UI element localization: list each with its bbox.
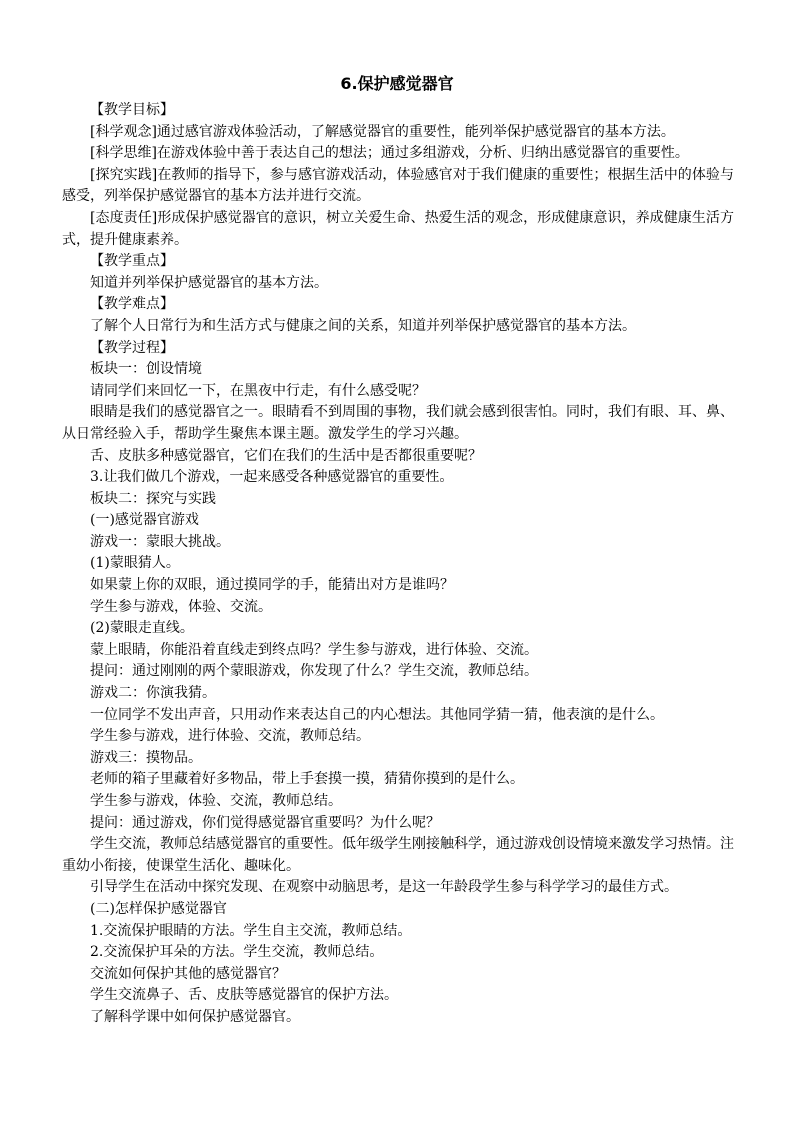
paragraph: 学生交流鼻子、舌、皮肤等感觉器官的保护方法。 (90, 987, 398, 1004)
paragraph: 【教学目标】 (90, 102, 174, 118)
paragraph: 舌、皮肤多种感觉器官，它们在我们的生活中是否都很重要呢？ (90, 447, 482, 464)
paragraph: 【教学过程】 (90, 339, 174, 356)
paragraph: 【教学难点】 (90, 296, 174, 313)
paragraph: 学生参与游戏，体验、交流。 (90, 598, 272, 615)
paragraph: [态度责任]形成保护感觉器官的意识，树立关爱生命、热爱生活的观念，形成健康意识，养成健康生活方式，提升健康素养。 (62, 209, 734, 248)
paragraph: 交流如何保护其他的感觉器官？ (90, 965, 286, 982)
paragraph: (一)感觉器官游戏 (90, 512, 199, 529)
paragraph: 游戏二：你演我猜。 (90, 685, 216, 702)
paragraph: [探究实践]在教师的指导下，参与感官游戏活动，体验感官对于我们健康的重要性；根据生活中的体验与感受，列举保护感觉器官的基本方法并进行交流。 (62, 166, 734, 205)
paragraph: 蒙上眼睛，你能沿着直线走到终点吗？学生参与游戏，进行体验、交流。 (90, 641, 538, 658)
paragraph: 【教学重点】 (90, 253, 174, 270)
paragraph: 一位同学不发出声音，只用动作来表达自己的内心想法。其他同学猜一猜，他表演的是什么。 (90, 706, 664, 723)
document-title: 6.保护感觉器官 (340, 74, 454, 93)
paragraph: (2)蒙眼走直线。 (90, 620, 194, 637)
paragraph: 引导学生在活动中探究发现、在观察中动脑思考，是这一年龄段学生参与科学学习的最佳方式。 (90, 879, 678, 896)
paragraph: 了解科学课中如何保护感觉器官。 (90, 1008, 300, 1025)
paragraph: 游戏一：蒙眼大挑战。 (90, 533, 230, 550)
paragraph: 2.交流保护耳朵的方法。学生交流，教师总结。 (90, 944, 384, 961)
paragraph: 学生参与游戏，进行体验、交流，教师总结。 (90, 728, 370, 745)
paragraph: 眼睛是我们的感觉器官之一。眼睛看不到周围的事物，我们就会感到很害怕。同时，我们有眼、耳、鼻、从日常经验入手，帮助学生聚焦本课主题。激发学生的学习兴趣。 (62, 404, 734, 442)
paragraph: 了解个人日常行为和生活方式与健康之间的关系，知道并列举保护感觉器官的基本方法。 (90, 317, 636, 334)
paragraph: 学生交流，教师总结感觉器官的重要性。低年级学生刚接触科学，通过游戏创设情境来激发学习热情。注重幼小衔接，使课堂生活化、趣味化。 (62, 836, 734, 874)
paragraph: 板块一：创设情境 (90, 361, 202, 378)
paragraph: 板块二：探究与实践 (90, 490, 216, 507)
paragraph: [科学观念]通过感官游戏体验活动，了解感觉器官的重要性，能列举保护感觉器官的基本方法。 (90, 123, 675, 140)
paragraph: (1)蒙眼猜人。 (90, 555, 180, 572)
paragraph: 知道并列举保护感觉器官的基本方法。 (90, 274, 328, 291)
paragraph: 学生参与游戏，体验、交流，教师总结。 (90, 793, 342, 809)
paragraph: 提问：通过刚刚的两个蒙眼游戏，你发现了什么？学生交流，教师总结。 (90, 663, 538, 680)
paragraph: 如果蒙上你的双眼，通过摸同学的手，能猜出对方是谁吗？ (90, 577, 454, 594)
document-body (62, 100, 734, 1029)
paragraph: 提问：通过游戏，你们觉得感觉器官重要吗？为什么呢？ (90, 814, 440, 831)
paragraph: 请同学们来回忆一下，在黑夜中行走，有什么感受呢？ (90, 382, 426, 399)
paragraph: [科学思维]在游戏体验中善于表达自己的想法；通过多组游戏，分析、归纳出感觉器官的重要性。 (90, 145, 689, 162)
paragraph: 老师的箱子里藏着好多物品，带上手套摸一摸，猜猜你摸到的是什么。 (90, 771, 524, 788)
paragraph: 游戏三：摸物品。 (90, 749, 202, 766)
paragraph: 1.交流保护眼睛的方法。学生自主交流，教师总结。 (90, 922, 412, 939)
paragraph: (二)怎样保护感觉器官 (90, 900, 227, 917)
paragraph: 3.让我们做几个游戏，一起来感受各种感觉器官的重要性。 (90, 469, 454, 486)
